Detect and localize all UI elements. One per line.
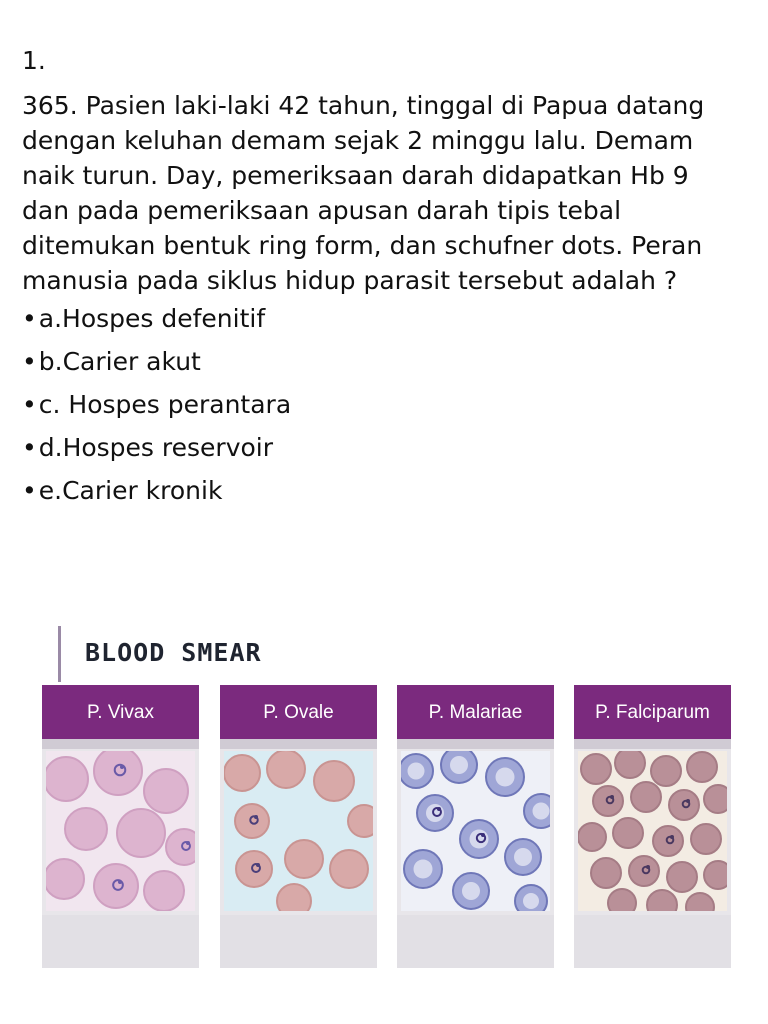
option-label: c. Hospes perantara xyxy=(38,390,292,419)
smear-card-ovale xyxy=(220,685,377,968)
chromatin-dot xyxy=(481,833,485,837)
red-blood-cell xyxy=(235,804,269,838)
answer-options xyxy=(22,301,291,516)
card-footer xyxy=(42,915,199,968)
bullet: • xyxy=(22,476,37,505)
red-blood-cell xyxy=(704,785,727,813)
bullet: • xyxy=(22,347,37,376)
smear-image-ovale xyxy=(224,751,373,911)
smear-image-falciparum xyxy=(578,751,727,911)
smear-svg xyxy=(578,751,727,911)
smear-card-vivax xyxy=(42,685,199,968)
card-label: P. Falciparum xyxy=(574,685,731,739)
question-number: 1. xyxy=(22,46,46,75)
red-blood-cell xyxy=(631,782,661,812)
smear-svg xyxy=(46,751,195,911)
red-blood-cell xyxy=(144,871,184,911)
red-blood-cell xyxy=(686,893,714,911)
option-label: a.Hospes defenitif xyxy=(38,304,266,333)
red-blood-cell xyxy=(691,824,721,854)
card-band xyxy=(220,739,377,749)
option-a[interactable] xyxy=(22,301,291,344)
red-blood-cell xyxy=(667,862,697,892)
card-footer xyxy=(220,915,377,968)
red-blood-cell xyxy=(704,861,727,889)
question-text: 365. Pasien laki-laki 42 tahun, tinggal di Papua datang dengan keluhan demam sejak 2 minggu lalu. Demam naik turun. Day, pemeriksaan darah didapatkan Hb 9 dan pada pemeriksaan apusan darah tipis tebal ditemukan bentuk ring form, dan schufner dots. Peran manusia pada siklus hidup parasit tersebut adalah ? xyxy=(22,91,705,295)
chromatin-dot xyxy=(646,865,650,869)
smear-svg xyxy=(224,751,373,911)
cell-pallor xyxy=(414,860,433,879)
red-blood-cell xyxy=(581,754,611,784)
chromatin-dot xyxy=(437,807,441,811)
chromatin-dot xyxy=(254,815,258,819)
card-footer xyxy=(574,915,731,968)
red-blood-cell xyxy=(591,858,621,888)
red-blood-cell xyxy=(687,752,717,782)
red-blood-cell xyxy=(653,826,683,856)
smear-card-malariae xyxy=(397,685,554,968)
card-footer xyxy=(397,915,554,968)
option-label: d.Hospes reservoir xyxy=(38,433,274,462)
red-blood-cell xyxy=(46,859,84,899)
red-blood-cell xyxy=(608,889,636,911)
card-label: P. Ovale xyxy=(220,685,377,739)
red-blood-cell xyxy=(578,823,606,851)
red-blood-cell xyxy=(615,751,645,778)
cell-pallor xyxy=(523,893,539,909)
option-label: b.Carier akut xyxy=(38,347,201,376)
red-blood-cell xyxy=(593,786,623,816)
option-label: e.Carier kronik xyxy=(38,476,223,505)
bullet: • xyxy=(22,433,37,462)
red-blood-cell xyxy=(46,757,88,801)
red-blood-cell xyxy=(669,790,699,820)
red-blood-cell xyxy=(267,751,305,788)
red-blood-cell xyxy=(285,840,323,878)
option-e[interactable] xyxy=(22,473,291,516)
smear-card-falciparum xyxy=(574,685,731,968)
red-blood-cell xyxy=(613,818,643,848)
red-blood-cell xyxy=(65,808,107,850)
chromatin-dot xyxy=(686,799,690,803)
card-label: P. Malariae xyxy=(397,685,554,739)
red-blood-cell xyxy=(277,884,311,911)
cell-pallor xyxy=(514,848,532,866)
red-blood-cell xyxy=(94,864,138,908)
smear-image-malariae xyxy=(401,751,550,911)
red-blood-cell xyxy=(144,769,188,813)
red-blood-cell xyxy=(330,850,368,888)
option-c[interactable] xyxy=(22,387,291,430)
cell-pallor xyxy=(462,882,480,900)
cell-pallor xyxy=(496,768,515,787)
red-blood-cell xyxy=(94,751,142,795)
chromatin-dot xyxy=(118,880,122,884)
bullet: • xyxy=(22,304,37,333)
red-blood-cell xyxy=(224,755,260,791)
card-label: P. Vivax xyxy=(42,685,199,739)
option-b[interactable] xyxy=(22,344,291,387)
card-band xyxy=(42,739,199,749)
chromatin-dot xyxy=(120,765,124,769)
red-blood-cell xyxy=(117,809,165,857)
chromatin-dot xyxy=(670,835,674,839)
chromatin-dot xyxy=(256,863,260,867)
smear-svg xyxy=(401,751,550,911)
red-blood-cell xyxy=(314,761,354,801)
card-band xyxy=(397,739,554,749)
bullet: • xyxy=(22,390,37,419)
smear-image-vivax xyxy=(46,751,195,911)
red-blood-cell xyxy=(647,890,677,911)
cell-pallor xyxy=(408,763,425,780)
red-blood-cell xyxy=(236,851,272,887)
red-blood-cell xyxy=(651,756,681,786)
red-blood-cell xyxy=(629,856,659,886)
card-band xyxy=(574,739,731,749)
cell-pallor xyxy=(450,756,468,774)
chromatin-dot xyxy=(186,841,190,845)
smear-title: BLOOD SMEAR xyxy=(85,638,262,667)
option-d[interactable] xyxy=(22,430,291,473)
smear-title-bar xyxy=(58,626,262,682)
red-blood-cell xyxy=(348,805,373,837)
chromatin-dot xyxy=(610,795,614,799)
cell-pallor xyxy=(533,803,550,820)
